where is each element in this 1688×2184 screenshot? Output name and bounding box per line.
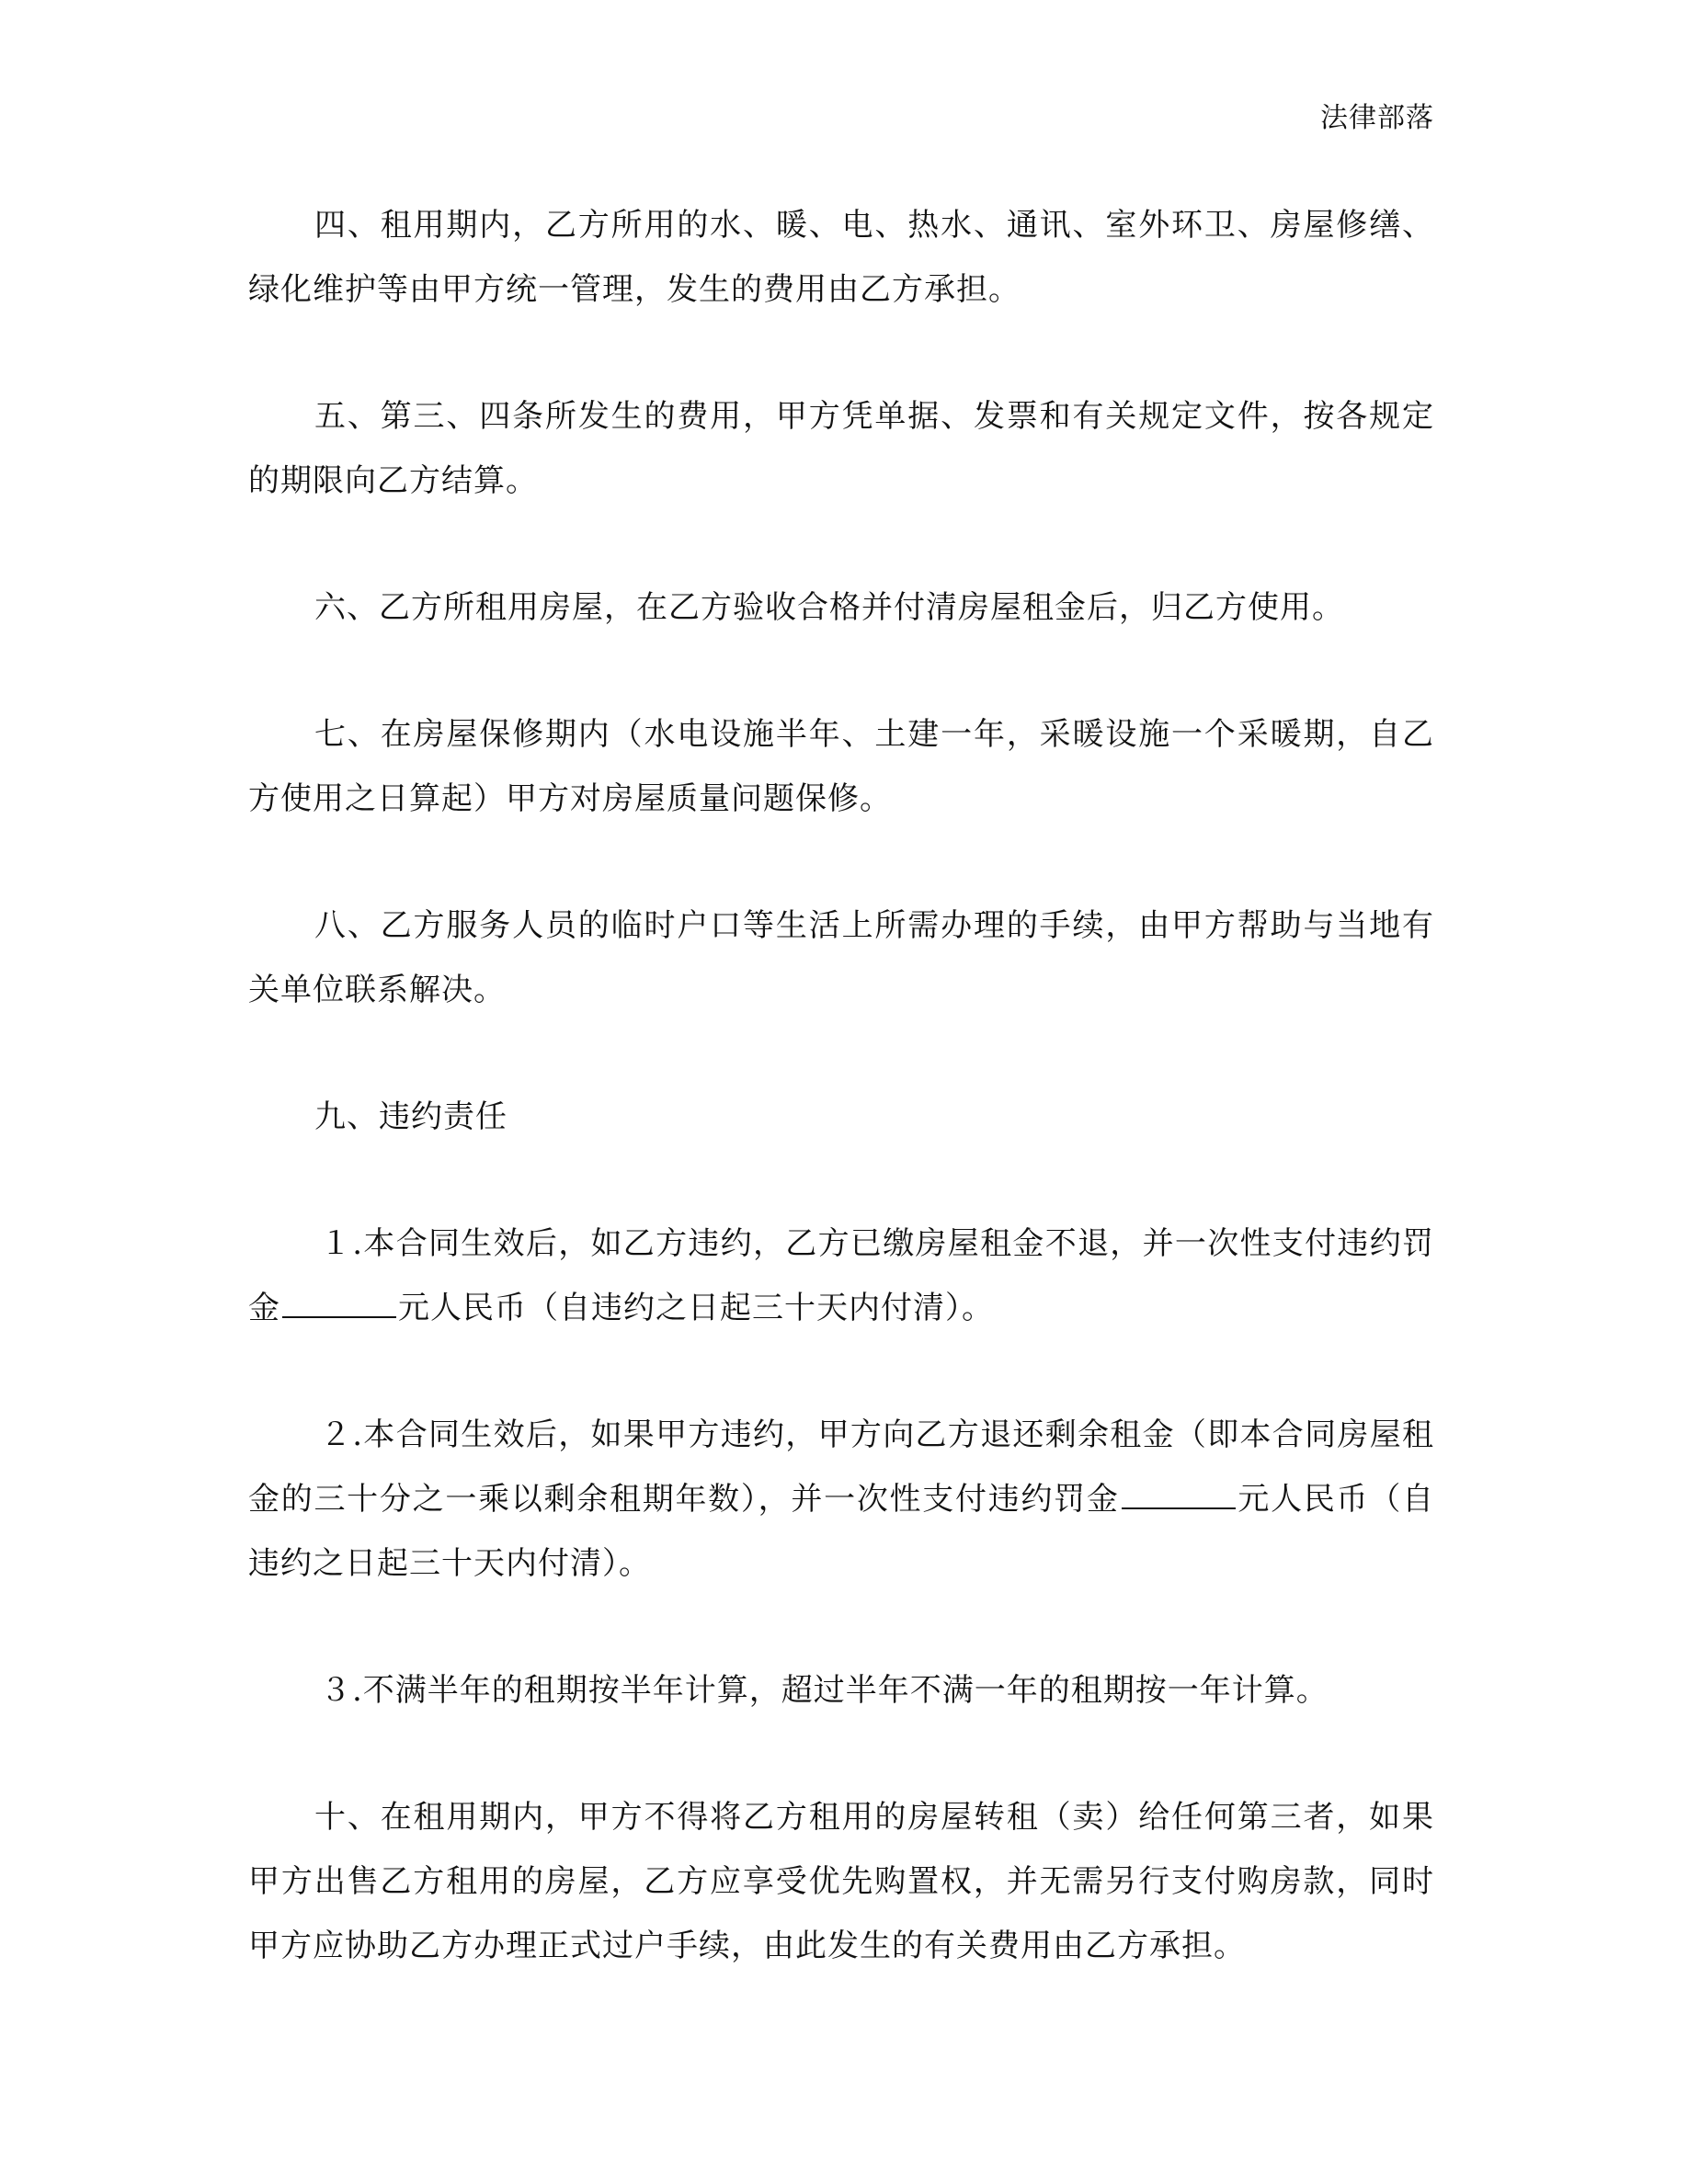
penalty-2-text-after: 元人民币（自违约之日起三十天内付清）。	[248, 1481, 1435, 1582]
penalty-1-text-before: １.本合同生效后，如乙方违约，乙方已缴房屋租金不退，并一次性支付违约罚金	[248, 1225, 1434, 1326]
penalty-item-1	[248, 1211, 1434, 1340]
clause-10: 十、在租用期内，甲方不得将乙方租用的房屋转租（卖）给任何第三者，如果甲方出售乙方租用的房屋，乙方应享受优先购置权，并无需另行支付购房款，同时甲方应协助乙方办理正式过户手续，由此发生的有关费用由乙方承担。	[248, 1799, 1434, 1964]
rule-3: ３.不满半年的租期按半年计算，超过半年不满一年的租期按一年计算。	[320, 1672, 1329, 1709]
penalty-1-text-after: 元人民币（自违约之日起三十天内付清）。	[398, 1290, 994, 1326]
clause-4: 四、租用期内，乙方所用的水、暖、电、热水、通讯、室外环卫、房屋修缮、绿化维护等由甲方统一管理，发生的费用由乙方承担。	[248, 207, 1434, 308]
penalty-1-amount-blank	[282, 1292, 396, 1318]
page-header-brand: 法律部落	[1320, 102, 1434, 134]
document-body	[248, 193, 1434, 2041]
clause-6: 六、乙方所租用房屋，在乙方验收合格并付清房屋租金后，归乙方使用。	[314, 589, 1344, 626]
clause-5: 五、第三、四条所发生的费用，甲方凭单据、发票和有关规定文件，按各规定的期限向乙方结算。	[248, 398, 1434, 499]
penalty-item-2	[248, 1403, 1434, 1596]
penalty-2-text-before: ２.本合同生效后，如果甲方违约，甲方向乙方退还剩余租金（即本合同房屋租金的三十分之一乘以剩余租期年数），并一次性支付违约罚金	[248, 1416, 1434, 1518]
penalty-2-amount-blank	[1122, 1484, 1236, 1509]
clause-9-heading: 九、违约责任	[314, 1098, 508, 1135]
clause-8: 八、乙方服务人员的临时户口等生活上所需办理的手续，由甲方帮助与当地有关单位联系解决。	[248, 907, 1434, 1008]
clause-7: 七、在房屋保修期内（水电设施半年、土建一年，采暖设施一个采暖期，自乙方使用之日算起）甲方对房屋质量问题保修。	[248, 716, 1434, 817]
